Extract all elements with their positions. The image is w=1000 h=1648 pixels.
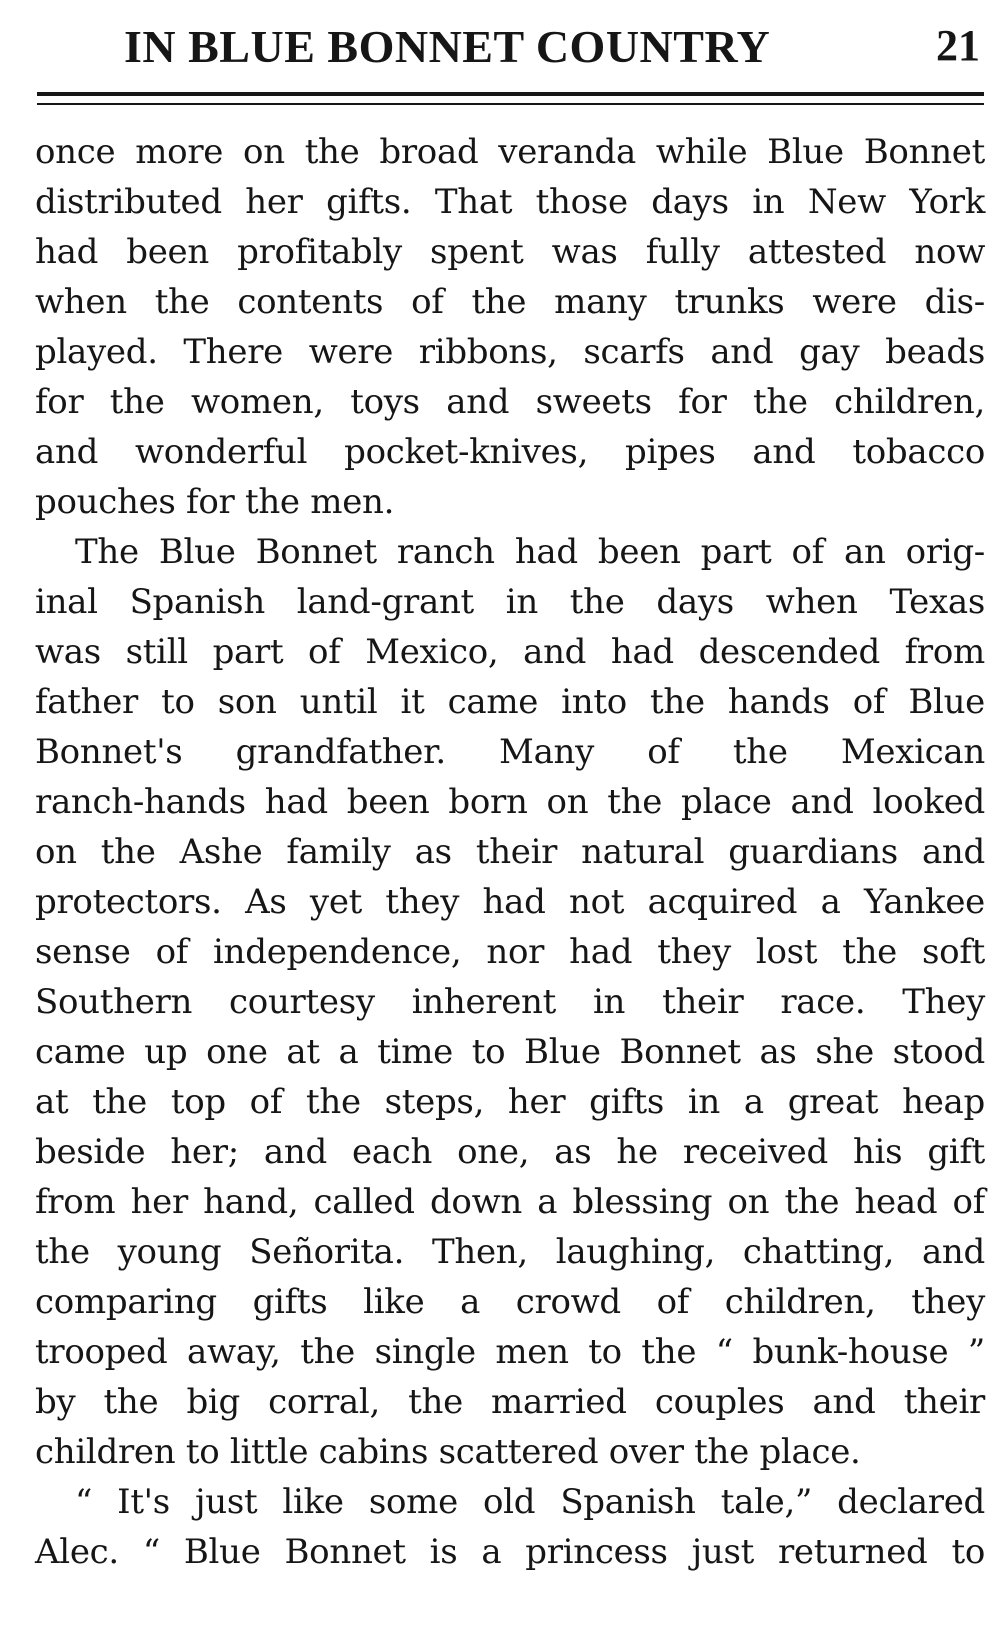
text-line: came up one at a time to Blue Bonnet as she stood (35, 1032, 985, 1072)
header-rule-thin (37, 103, 984, 105)
text-line: when the contents of the many trunks were dis- (35, 282, 985, 322)
text-line: Alec. “ Blue Bonnet is a princess just returned to (35, 1532, 985, 1572)
header-rule-thick (37, 92, 984, 96)
text-line: once more on the broad veranda while Blue Bonnet (35, 132, 985, 172)
text-line: protectors. As yet they had not acquired a Yankee (35, 882, 985, 922)
text-line: played. There were ribbons, scarfs and gay beads (35, 332, 985, 372)
text-line: sense of independence, nor had they lost the soft (35, 932, 985, 972)
text-line: inal Spanish land-grant in the days when Texas (35, 582, 985, 622)
text-line: the young Señorita. Then, laughing, chatting, and (35, 1232, 985, 1272)
running-title: IN BLUE BONNET COUNTRY (124, 21, 771, 72)
text-line: on the Ashe family as their natural guardians and (35, 832, 985, 872)
text-line: children to little cabins scattered over the place. (35, 1432, 861, 1472)
text-line: by the big corral, the married couples and their (35, 1382, 985, 1422)
text-line: was still part of Mexico, and had descended from (35, 632, 985, 672)
text-line: had been profitably spent was fully attested now (35, 232, 985, 272)
text-line: Southern courtesy inherent in their race. They (35, 982, 985, 1022)
text-line: comparing gifts like a crowd of children, they (35, 1282, 985, 1322)
text-line: The Blue Bonnet ranch had been part of an orig- (75, 532, 985, 572)
text-line: Bonnet's grandfather. Many of the Mexican (35, 732, 985, 772)
text-line: trooped away, the single men to the “ bunk-house ” (35, 1332, 985, 1372)
text-line: father to son until it came into the hands of Blue (35, 682, 985, 722)
text-line: beside her; and each one, as he received his gift (35, 1132, 985, 1172)
text-line: pouches for the men. (35, 482, 395, 522)
text-line: and wonderful pocket-knives, pipes and tobacco (35, 432, 985, 472)
text-line: for the women, toys and sweets for the children, (35, 382, 985, 422)
text-line: from her hand, called down a blessing on the head of (35, 1182, 985, 1222)
text-line: ranch-hands had been born on the place and looked (35, 782, 985, 822)
text-line: at the top of the steps, her gifts in a great heap (35, 1082, 985, 1122)
text-line: distributed her gifts. That those days in New York (35, 182, 985, 222)
page-number: 21 (936, 21, 980, 70)
page-header (0, 16, 1000, 76)
body-text (35, 127, 985, 1577)
text-line: “ It's just like some old Spanish tale,” declared (75, 1482, 985, 1522)
